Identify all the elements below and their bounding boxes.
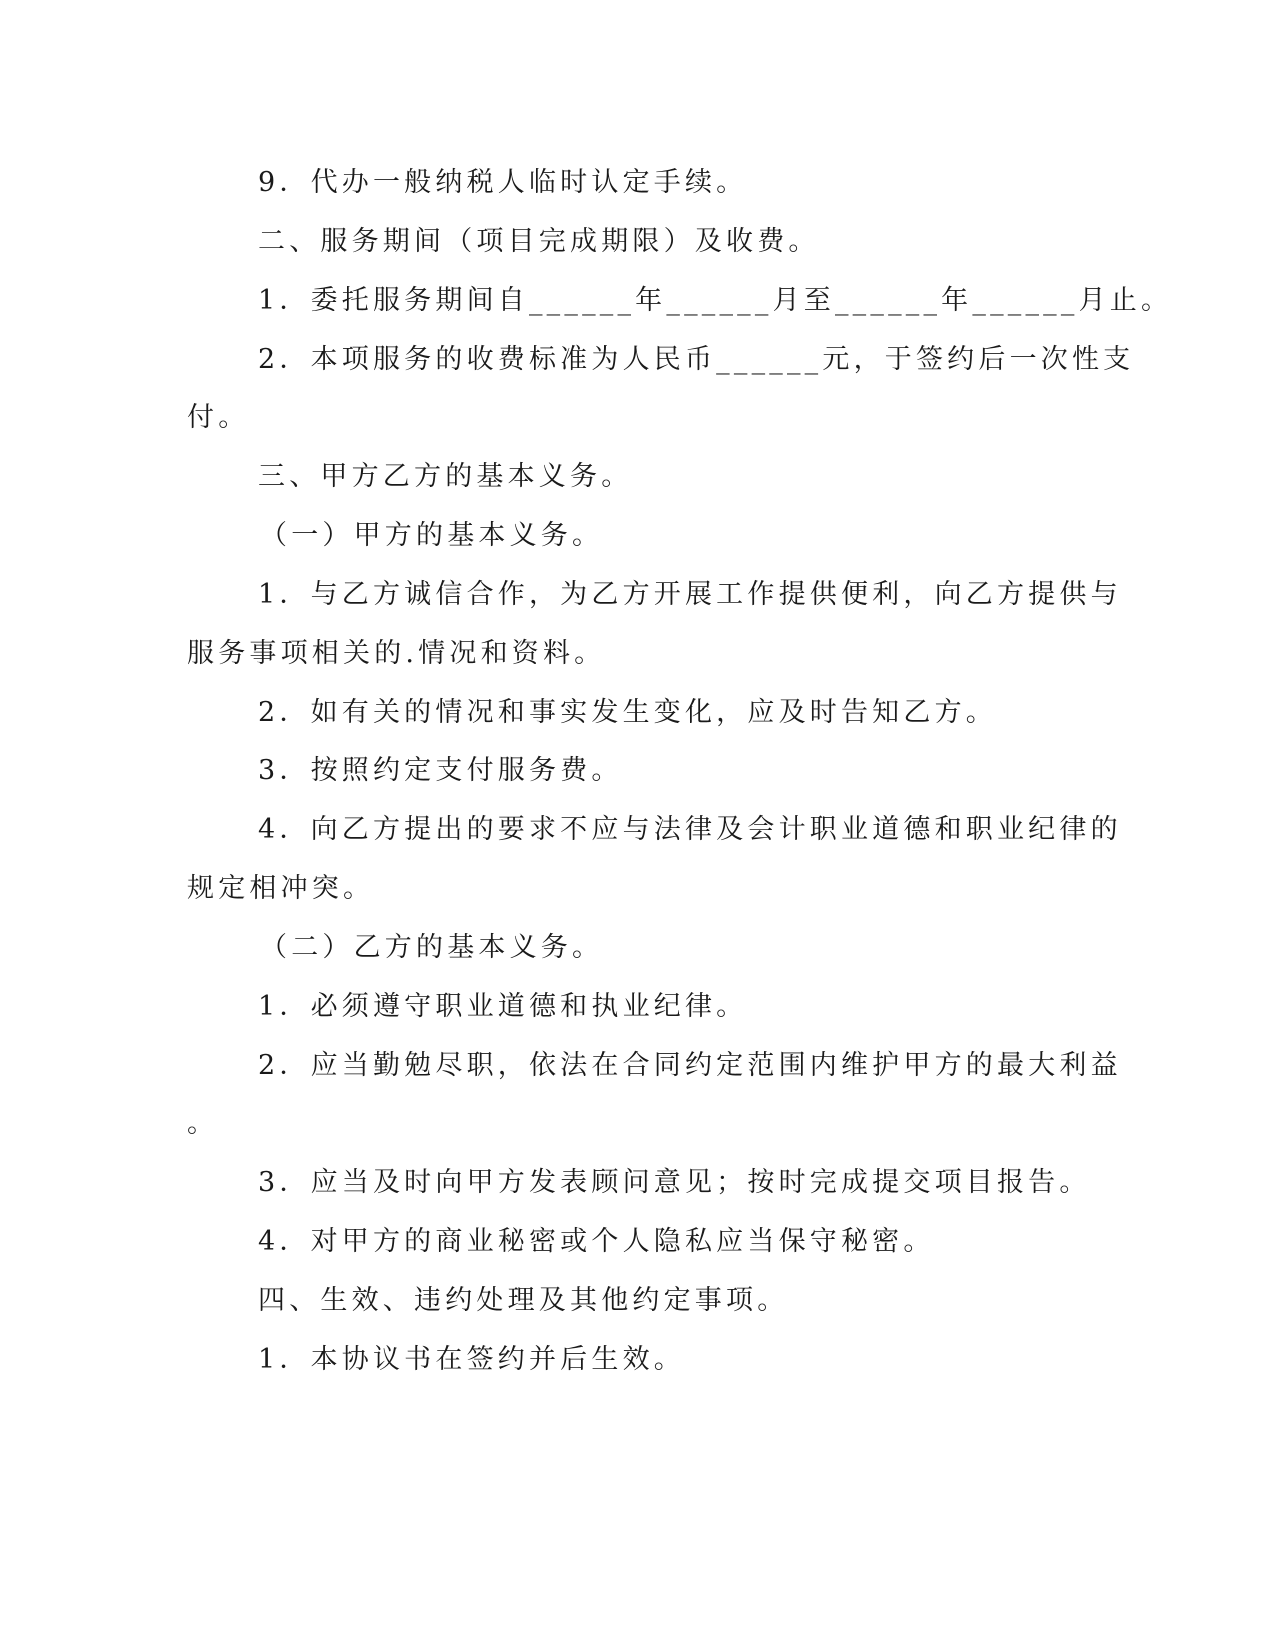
section-heading-effectiveness: 四、生效、违约处理及其他约定事项。: [258, 1285, 789, 1316]
paragraph-party-a-3: 3．按照约定支付服务费。: [258, 755, 623, 786]
section-heading-obligations: 三、甲方乙方的基本义务。: [258, 461, 633, 492]
paragraph-party-b-2: 2．应当勤勉尽职，依法在合同约定范围内维护甲方的最大利益: [258, 1050, 1122, 1081]
paragraph-fee-standard-cont: 付。: [187, 402, 250, 433]
paragraph-party-a-1: 1．与乙方诚信合作，为乙方开展工作提供便利，向乙方提供与: [258, 579, 1122, 610]
paragraph-party-a-4: 4．向乙方提出的要求不应与法律及会计职业道德和职业纪律的: [258, 814, 1122, 845]
paragraph-party-b-4: 4．对甲方的商业秘密或个人隐私应当保守秘密。: [258, 1226, 935, 1257]
subheading-party-a: （一）甲方的基本义务。: [260, 520, 604, 551]
paragraph-party-a-4-cont: 规定相冲突。: [187, 873, 375, 904]
paragraph-effectiveness-1: 1．本协议书在签约并后生效。: [258, 1344, 685, 1375]
paragraph-service-period: 1．委托服务期间自______年______月至______年______月止。: [258, 285, 1173, 316]
paragraph-party-b-1: 1．必须遵守职业道德和执业纪律。: [258, 991, 748, 1022]
section-heading-service-period: 二、服务期间（项目完成期限）及收费。: [258, 226, 820, 257]
subheading-party-b: （二）乙方的基本义务。: [260, 932, 604, 963]
paragraph-party-a-2: 2．如有关的情况和事实发生变化，应及时告知乙方。: [258, 697, 997, 728]
paragraph-fee-standard: 2．本项服务的收费标准为人民币______元，于签约后一次性支: [258, 344, 1135, 375]
paragraph-party-b-2-cont: 。: [187, 1108, 219, 1139]
paragraph-party-b-3: 3．应当及时向甲方发表顾问意见；按时完成提交项目报告。: [258, 1167, 1091, 1198]
paragraph-party-a-1-cont: 服务事项相关的.情况和资料。: [187, 638, 606, 669]
paragraph-item-9: 9．代办一般纳税人临时认定手续。: [258, 167, 748, 198]
